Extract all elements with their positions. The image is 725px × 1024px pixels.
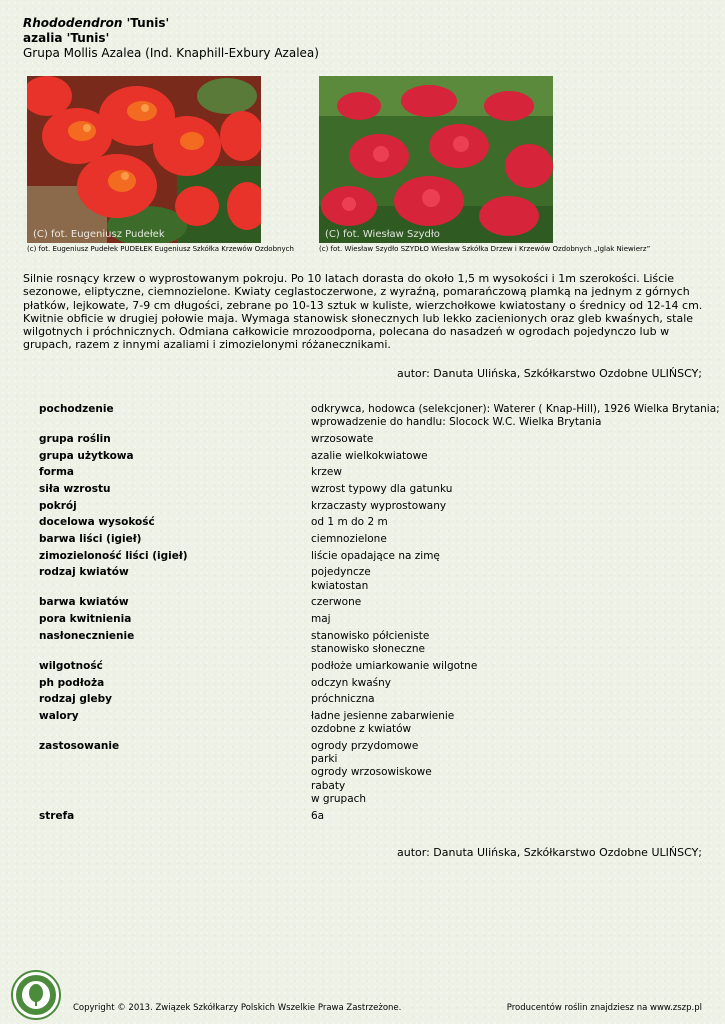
attribute-row [39, 810, 720, 827]
attribute-value: wrzosowate [311, 432, 374, 445]
attribute-row [39, 533, 720, 550]
attribute-value: 6a [311, 809, 325, 822]
attribute-row [39, 660, 720, 677]
attribute-value: ciemnozielone [311, 533, 387, 546]
attribute-row [39, 403, 720, 433]
common-name: azalia 'Tunis' [23, 31, 110, 45]
attribute-value: odczyn kwaśny [311, 676, 392, 689]
attribute-row [39, 740, 720, 810]
attribute-value: wzrost typowy dla gatunku [311, 483, 453, 496]
attribute-key: grupa roślin [39, 432, 111, 445]
copyright-text: Copyright © 2013. Związek Szkółkarzy Polskich Wszelkie Prawa Zastrzeżone. [73, 1003, 402, 1013]
plant-header [23, 16, 319, 61]
attribute-key: pokrój [39, 499, 77, 512]
photo-1-watermark: (C) fot. Eugeniusz Pudełek [33, 229, 165, 240]
attribute-value: pojedyncze kwiatostan [311, 566, 371, 592]
latin-cultivar: 'Tunis' [122, 16, 170, 30]
attribute-value: azalie wielkokwiatowe [311, 449, 428, 462]
attribute-key: barwa kwiatów [39, 596, 129, 609]
attribute-key: rodzaj gleby [39, 693, 112, 706]
attribute-value: stanowisko półcieniste stanowisko słoneczne [311, 629, 430, 656]
attribute-value: ogrody przydomowe parki ogrody wrzosowiskowe rabaty w grupach [311, 739, 432, 806]
attribute-key: strefa [39, 809, 75, 822]
attribute-row [39, 433, 720, 450]
attribute-key: zastosowanie [39, 739, 120, 752]
attribute-row [39, 500, 720, 517]
attribute-key: grupa użytkowa [39, 449, 134, 462]
attribute-key: rodzaj kwiatów [39, 566, 129, 579]
attribute-row [39, 630, 720, 660]
attribute-key: barwa liści (igieł) [39, 533, 142, 546]
photo-2-watermark: (C) fot. Wiesław Szydło [325, 229, 440, 240]
attribute-key: zimozieloność liści (igieł) [39, 549, 188, 562]
attribute-key: wilgotność [39, 659, 103, 672]
attribute-value: ładne jesienne zabarwienie ozdobne z kwiatów [311, 709, 455, 736]
attribute-value: liście opadające na zimę [311, 549, 440, 562]
attribute-row [39, 483, 720, 500]
latin-name: Rhododendron [23, 16, 123, 30]
zszp-logo [11, 970, 61, 1020]
attributes-table [39, 403, 720, 826]
attribute-row [39, 677, 720, 694]
plant-photo-1 [27, 76, 261, 243]
attribute-row [39, 466, 720, 483]
attribute-row [39, 710, 720, 740]
attribute-value: podłoże umiarkowanie wilgotne [311, 659, 478, 672]
author-line-bottom: autor: Danuta Ulińska, Szkółkarstwo Ozdobne ULIŃSCY; [397, 846, 702, 859]
attribute-row [39, 613, 720, 630]
attribute-value: odkrywca, hodowca (selekcjoner): Waterer ( Knap-Hill), 1926 Wielka Brytania; wprowadzenie do handlu: Slocock W.C. Wielka Brytania [311, 403, 720, 429]
plant-group: Grupa Mollis Azalea (Ind. Knaphill-Exbury Azalea) [23, 46, 319, 60]
attribute-value: krzew [311, 466, 342, 479]
attribute-key: nasłonecznienie [39, 629, 135, 642]
attribute-row [39, 693, 720, 710]
attribute-key: forma [39, 466, 74, 479]
attribute-value: próchniczna [311, 693, 375, 706]
attribute-key: ph podłoża [39, 676, 105, 689]
plant-description: Silnie rosnący krzew o wyprostowanym pokroju. Po 10 latach dorasta do około 1,5 m wysokości i 1m szerokości. Liście sezonowe, eliptyczne, ciemnozielone. Kwiaty ceglastoczerwone, z wyraźną, pomarańczową plamką na jednym z górnych płatków, lejkowate, 7-9 cm długości, zebrane po 10-13 sztuk w kuliste, wierzchołkowe kwiatostany o średnicy od 12-14 cm. Kwitnie obficie w drugiej połowie maja. Wymaga stanowisk słonecznych lub lekko zacienionych oraz gleb kwaśnych, stale wilgotnych i próchnicznych. Odmiana całkowicie mrozoodporna, polecana do nasadzeń w ogrodach pojedynczo lub w grupach, razem z innymi azaliami i zimozielonymi różanecznikami. [23, 272, 703, 352]
attribute-row [39, 516, 720, 533]
attribute-key: pochodzenie [39, 403, 114, 415]
plant-photo-2 [319, 76, 553, 243]
producers-link[interactable]: Producentów roślin znajdziesz na www.zszp.pl [506, 1003, 702, 1013]
attribute-key: pora kwitnienia [39, 613, 132, 626]
attribute-row [39, 566, 720, 596]
photo-1-caption: (c) fot. Eugeniusz Pudełek PUDEŁEK Eugeniusz Szkółka Krzewów Ozdobnych [27, 245, 294, 253]
attribute-key: walory [39, 709, 79, 722]
attribute-value: od 1 m do 2 m [311, 516, 388, 529]
attribute-key: siła wzrostu [39, 483, 111, 496]
attribute-key: docelowa wysokość [39, 516, 155, 529]
attribute-value: krzaczasty wyprostowany [311, 499, 447, 512]
attribute-value: czerwone [311, 596, 362, 609]
photo-2-caption: (c) fot. Wiesław Szydło SZYDŁO Wiesław Szkółka Drzew i Krzewów Ozdobnych „Iglak Niewierz” [319, 245, 651, 253]
attribute-value: maj [311, 613, 331, 626]
attribute-row [39, 550, 720, 567]
author-line-top: autor: Danuta Ulińska, Szkółkarstwo Ozdobne ULIŃSCY; [397, 367, 702, 380]
attribute-row [39, 596, 720, 613]
attribute-row [39, 450, 720, 467]
